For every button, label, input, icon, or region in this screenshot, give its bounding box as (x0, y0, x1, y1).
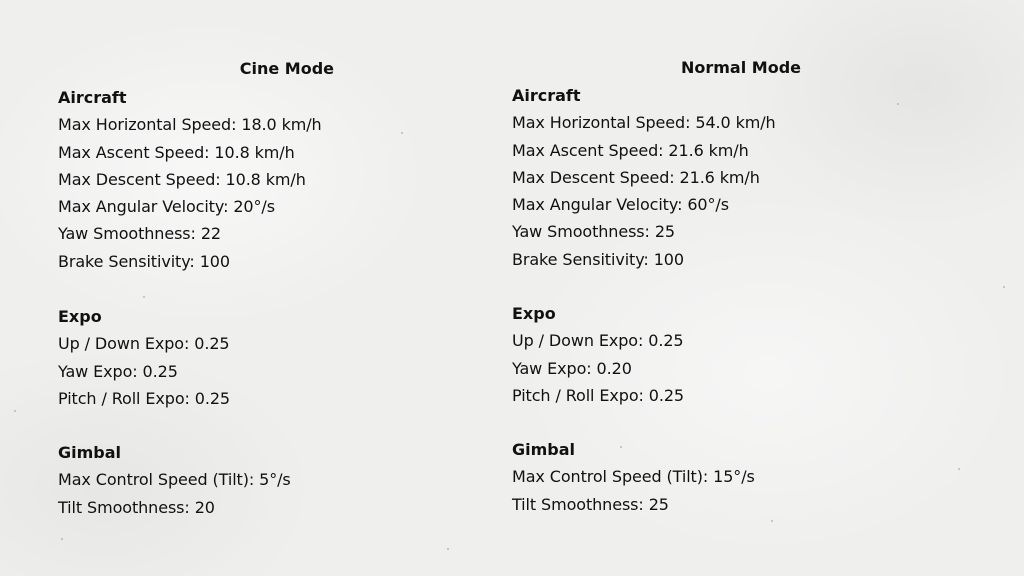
setting-row: Max Angular Velocity: 20°/s (58, 197, 275, 217)
section-heading: Gimbal (512, 440, 576, 459)
setting-row: Max Horizontal Speed: 54.0 km/h (512, 113, 776, 133)
paper-speck (14, 410, 16, 412)
setting-row: Max Horizontal Speed: 18.0 km/h (58, 115, 322, 135)
setting-row: Max Descent Speed: 21.6 km/h (512, 167, 760, 187)
setting-row: Up / Down Expo: 0.25 (512, 331, 684, 351)
section-heading: Expo (58, 307, 102, 326)
setting-row: Max Control Speed (Tilt): 5°/s (58, 470, 291, 490)
mode-title: Normal Mode (680, 58, 801, 77)
paper-speck (897, 103, 899, 105)
expo-section (58, 303, 230, 412)
aircraft-section (512, 82, 776, 273)
setting-row: Brake Sensitivity: 100 (58, 251, 230, 271)
setting-row: Yaw Expo: 0.20 (512, 358, 632, 378)
setting-row: Yaw Smoothness: 25 (512, 222, 675, 242)
setting-row: Up / Down Expo: 0.25 (58, 334, 230, 354)
setting-row: Tilt Smoothness: 20 (58, 497, 215, 517)
setting-row: Tilt Smoothness: 25 (512, 494, 669, 514)
section-heading: Aircraft (512, 86, 581, 105)
aircraft-section (58, 84, 322, 275)
paper-speck (61, 538, 63, 540)
setting-row: Max Ascent Speed: 21.6 km/h (512, 140, 749, 160)
paper-speck (143, 296, 145, 298)
setting-row: Yaw Smoothness: 22 (58, 224, 221, 244)
paper-speck (447, 548, 449, 550)
gimbal-section (512, 436, 755, 518)
paper-speck (958, 468, 960, 470)
expo-section (512, 300, 684, 409)
setting-row: Max Angular Velocity: 60°/s (512, 195, 729, 215)
setting-row: Yaw Expo: 0.25 (58, 361, 178, 381)
section-heading: Expo (512, 304, 556, 323)
setting-row: Max Control Speed (Tilt): 15°/s (512, 467, 755, 487)
setting-row: Pitch / Roll Expo: 0.25 (58, 388, 231, 408)
setting-row: Pitch / Roll Expo: 0.25 (512, 385, 685, 405)
setting-row: Max Ascent Speed: 10.8 km/h (58, 142, 295, 162)
setting-row: Brake Sensitivity: 100 (512, 249, 684, 269)
paper-speck (1003, 286, 1005, 288)
section-heading: Aircraft (58, 88, 127, 107)
setting-row: Max Descent Speed: 10.8 km/h (58, 169, 306, 189)
mode-title: Cine Mode (239, 59, 334, 78)
paper-speck (771, 520, 773, 522)
gimbal-section (58, 439, 291, 521)
paper-speck (401, 132, 403, 134)
section-heading: Gimbal (58, 443, 122, 462)
